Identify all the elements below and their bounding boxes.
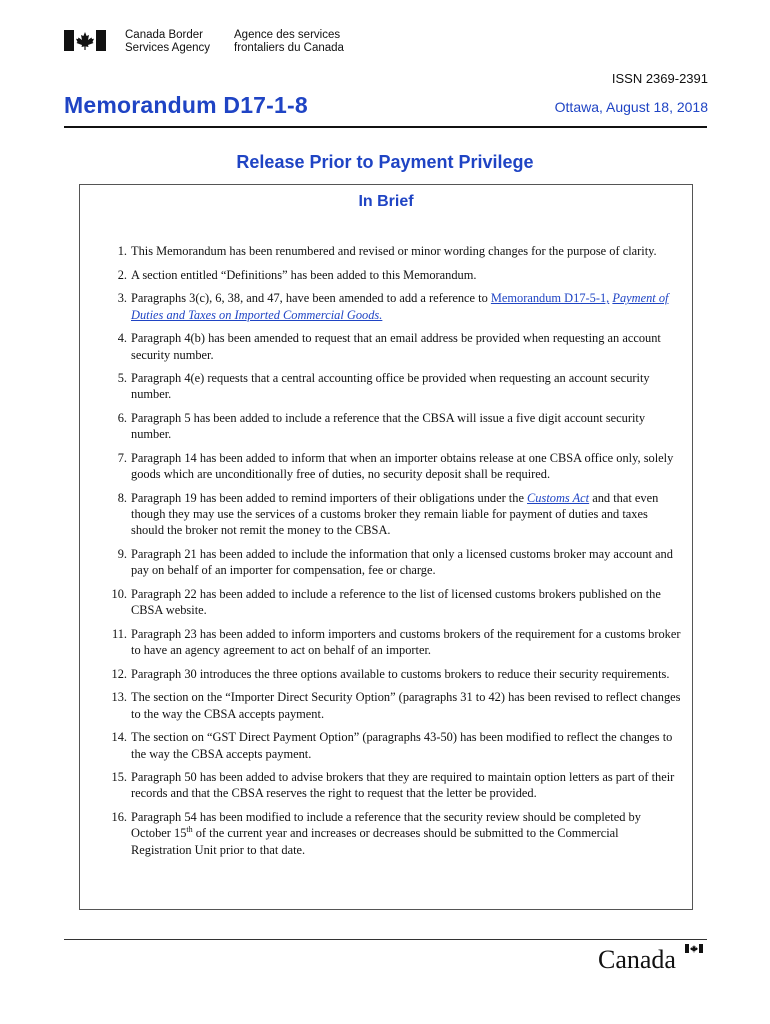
item-text: Paragraph 23 has been added to inform importers and customs brokers of the requirement for a customs broker to have an agency agreement to act on behalf of an importer.	[131, 626, 681, 658]
list-item	[97, 769, 682, 801]
item-text: Paragraph 5 has been added to include a reference that the CBSA will issue a five digit account security number.	[131, 411, 646, 442]
agency-name-english	[125, 29, 210, 55]
customs-act-link[interactable]: Customs Act	[527, 490, 590, 505]
list-item	[97, 370, 682, 402]
memo-date: Ottawa, August 18, 2018	[554, 99, 708, 115]
list-item	[97, 626, 682, 658]
item-number: 2.	[117, 267, 127, 282]
item-text: A section entitled “Definitions” has been added to this Memorandum.	[131, 267, 477, 282]
item-number: 10.	[111, 586, 127, 601]
item-text: Paragraph 22 has been added to include a reference to the list of licensed customs brokers published on the CBSA website.	[131, 586, 661, 618]
agency-name-french	[234, 29, 344, 55]
item-number: 6.	[117, 411, 127, 426]
item-text: This Memorandum has been renumbered and revised or minor wording changes for the purpose of clarity.	[131, 244, 657, 258]
item-number: 13.	[111, 690, 127, 705]
list-item	[97, 243, 682, 259]
item-number: 3.	[117, 291, 127, 306]
list-item	[97, 586, 682, 618]
list-item	[97, 546, 682, 578]
item-text: Paragraph 54 has been modified to include a reference that the security review should be completed by October 15	[131, 810, 641, 841]
item-text: Paragraph 4(e) requests that a central accounting office be provided when requesting an account security number.	[131, 371, 650, 402]
memorandum-d17-5-1-link[interactable]: Memorandum D17-5-1,	[490, 291, 610, 306]
list-item	[97, 809, 682, 858]
list-item	[97, 689, 682, 721]
list-item	[97, 290, 682, 322]
list-item	[97, 450, 682, 482]
agency-fr-line2: frontaliers du Canada	[234, 42, 344, 54]
item-number: 1.	[117, 244, 127, 258]
in-brief-heading: In Brief	[358, 193, 414, 210]
header-divider	[64, 126, 707, 128]
payment-of-duties-link[interactable]: Payment of Duties and Taxes on Imported Commercial Goods.	[131, 291, 669, 322]
agency-en-line2: Services Agency	[125, 42, 211, 54]
footer-divider	[64, 939, 707, 940]
in-brief-box	[79, 184, 693, 910]
item-text: Paragraph 30 introduces the three options available to customs brokers to reduce their security requirements.	[131, 666, 670, 681]
item-text: Paragraph 19 has been added to remind importers of their obligations under the	[131, 490, 528, 505]
agency-en-line1: Canada Border	[125, 29, 203, 41]
list-item	[97, 410, 682, 442]
item-number: 11.	[111, 626, 127, 641]
item-text: Paragraphs 3(c), 6, 38, and 47, have been amended to add a reference to	[131, 291, 491, 306]
item-text: Paragraph 14 has been added to inform that when an importer obtains release at one CBSA office only, solely goods which are unconditionally free of duties, no security deposit shall be required.	[131, 451, 674, 482]
item-number: 9.	[117, 547, 127, 562]
item-text: Paragraph 4(b) has been amended to request that an email address be provided when requesting an account security number.	[131, 331, 661, 362]
item-text: The section on the “Importer Direct Security Option” (paragraphs 31 to 42) has been revised to reflect changes to the way the CBSA accepts payment.	[131, 690, 681, 721]
item-number: 15.	[111, 770, 127, 785]
item-number: 16.	[111, 810, 127, 825]
canada-wordmark: Canada	[598, 945, 676, 974]
list-item	[97, 729, 682, 761]
canada-flag-icon	[64, 30, 106, 51]
list-item	[97, 330, 682, 362]
item-text: The section on “GST Direct Payment Option” (paragraphs 43-50) has been modified to reflect the changes to the way the CBSA accepts payment.	[131, 730, 673, 761]
list-item	[97, 490, 682, 539]
page-title: Release Prior to Payment Privilege	[236, 152, 534, 172]
item-text-cont: of the current year and increases or decreases should be submitted to the Commercial Registration Unit prior to that date.	[131, 826, 619, 857]
item-number: 4.	[117, 331, 127, 346]
in-brief-list	[97, 243, 682, 865]
item-number: 8.	[117, 490, 127, 505]
item-text: Paragraph 21 has been added to include the information that only a licensed customs broker may account and pay on behalf of an importer for compensation, fee or charge.	[131, 547, 673, 578]
list-item	[97, 666, 682, 682]
list-item	[97, 267, 682, 283]
canada-wordmark-flag-icon	[685, 944, 703, 953]
issn-number: ISSN 2369-2391	[611, 71, 708, 86]
item-number: 7.	[117, 451, 127, 466]
item-text-cont: and that even though they may use the services of a customs broker they remain liable for payment of duties and taxes should the broker not remit the money to the CBSA.	[131, 490, 659, 538]
agency-fr-line1: Agence des services	[234, 29, 341, 41]
ordinal-suffix: th	[186, 825, 193, 835]
item-text: Paragraph 50 has been added to advise brokers that they are required to maintain option letters as part of their records and that the CBSA reserves the right to request that the letter be provided.	[131, 770, 675, 801]
item-number: 12.	[111, 666, 127, 681]
memo-title: Memorandum D17-1-8	[64, 92, 308, 118]
item-number: 5.	[117, 371, 127, 386]
item-number: 14.	[111, 730, 127, 745]
